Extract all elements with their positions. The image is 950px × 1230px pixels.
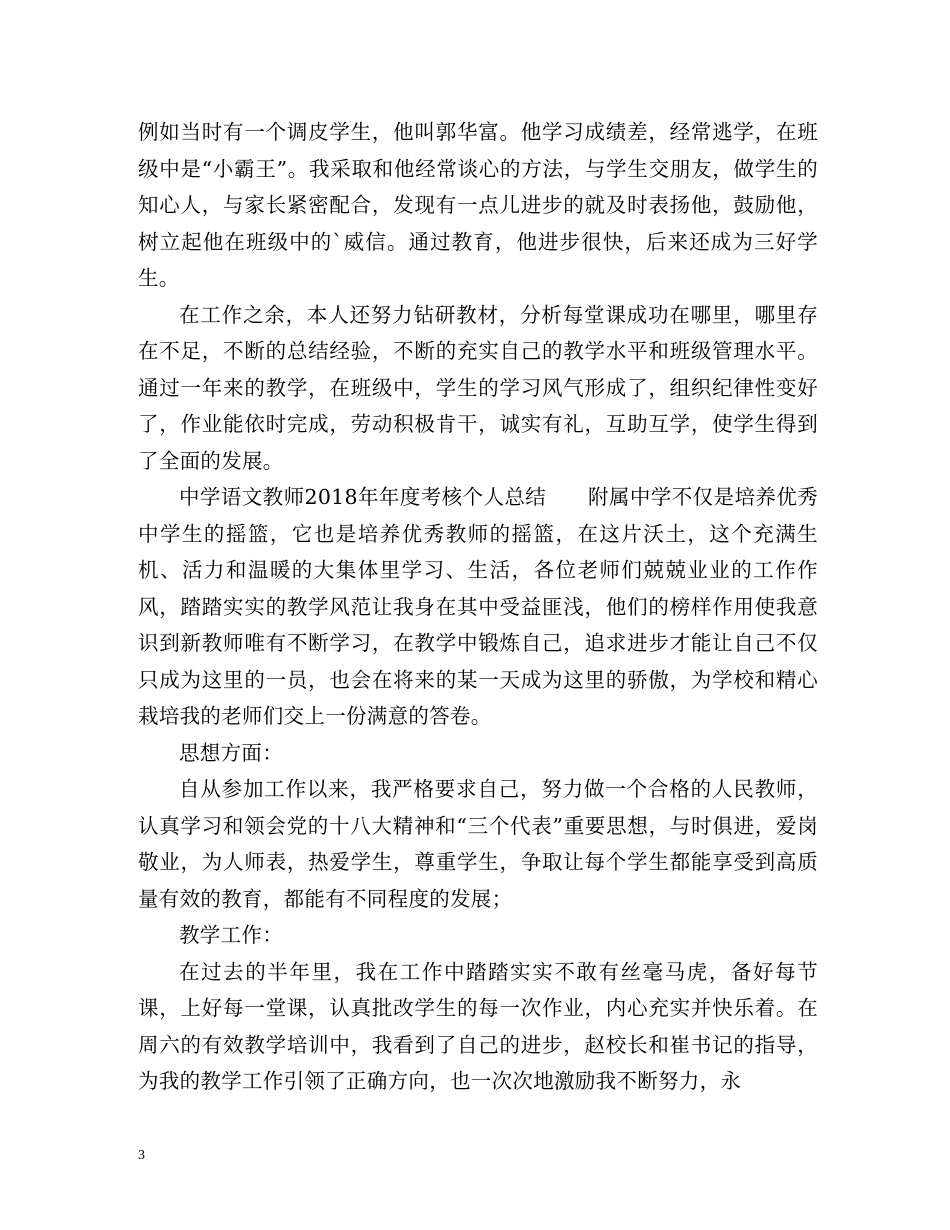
paragraph-1: 例如当时有一个调皮学生，他叫郭华富。他学习成绩差，经常逃学，在班级中是“小霸王”。我采取和他经常谈心的方法，与学生交朋友，做学生的知心人，与家长紧密配合，发现有一点儿进步的就及时表扬他，鼓励他，树立起他在班级中的`威信。通过教育，他进步很快，后来还成为三好学生。 bbox=[138, 120, 818, 290]
section-heading-thought: 思想方面： bbox=[179, 740, 283, 765]
paragraph-2: 在工作之余，本人还努力钻研教材，分析每堂课成功在哪里，哪里存在不足，不断的总结经验，不断的充实自己的教学水平和班级管理水平。通过一年来的教学，在班级中，学生的学习风气形成了，组织纪律性变好了，作业能依时完成，劳动积极肯干，诚实有礼，互助互学，使学生得到了全面的发展。 bbox=[138, 302, 818, 473]
page-number: 3 bbox=[138, 1148, 145, 1163]
paragraph-5: 在过去的半年里，我在工作中踏踏实实不敢有丝毫马虎，备好每节课，上好每一堂课，认真批改学生的每一次作业，内心充实并快乐着。在周六的有效教学培训中，我看到了自己的进步，赵校长和崔书记的指导，为我的教学工作引领了正确方向，也一次次地激励我不断努力，永 bbox=[138, 959, 818, 1093]
paragraph-4: 自从参加工作以来，我严格要求自己，努力做一个合格的人民教师，认真学习和领会党的十八大精神和“三个代表”重要思想，与时俱进，爱岗敬业，为人师表，热爱学生，尊重学生，争取让每个学生都能享受到高质量有效的教育，都能有不同程度的发展； bbox=[138, 777, 818, 911]
document-body bbox=[138, 114, 818, 1100]
paragraph-3: 中学语文教师2018年年度考核个人总结 附属中学不仅是培养优秀中学生的摇篮，它也是培养优秀教师的摇篮，在这片沃土，这个充满生机、活力和温暖的大集体里学习、生活，各位老师们兢兢业业的工作作风，踏踏实实的教学风范让我身在其中受益匪浅，他们的榜样作用使我意识到新教师唯有不断学习，在教学中锻炼自己，追求进步才能让自己不仅只成为这里的一员，也会在将来的某一天成为这里的骄傲，为学校和精心栽培我的老师们交上一份满意的答卷。 bbox=[138, 485, 818, 728]
section-heading-teaching: 教学工作： bbox=[179, 923, 283, 947]
